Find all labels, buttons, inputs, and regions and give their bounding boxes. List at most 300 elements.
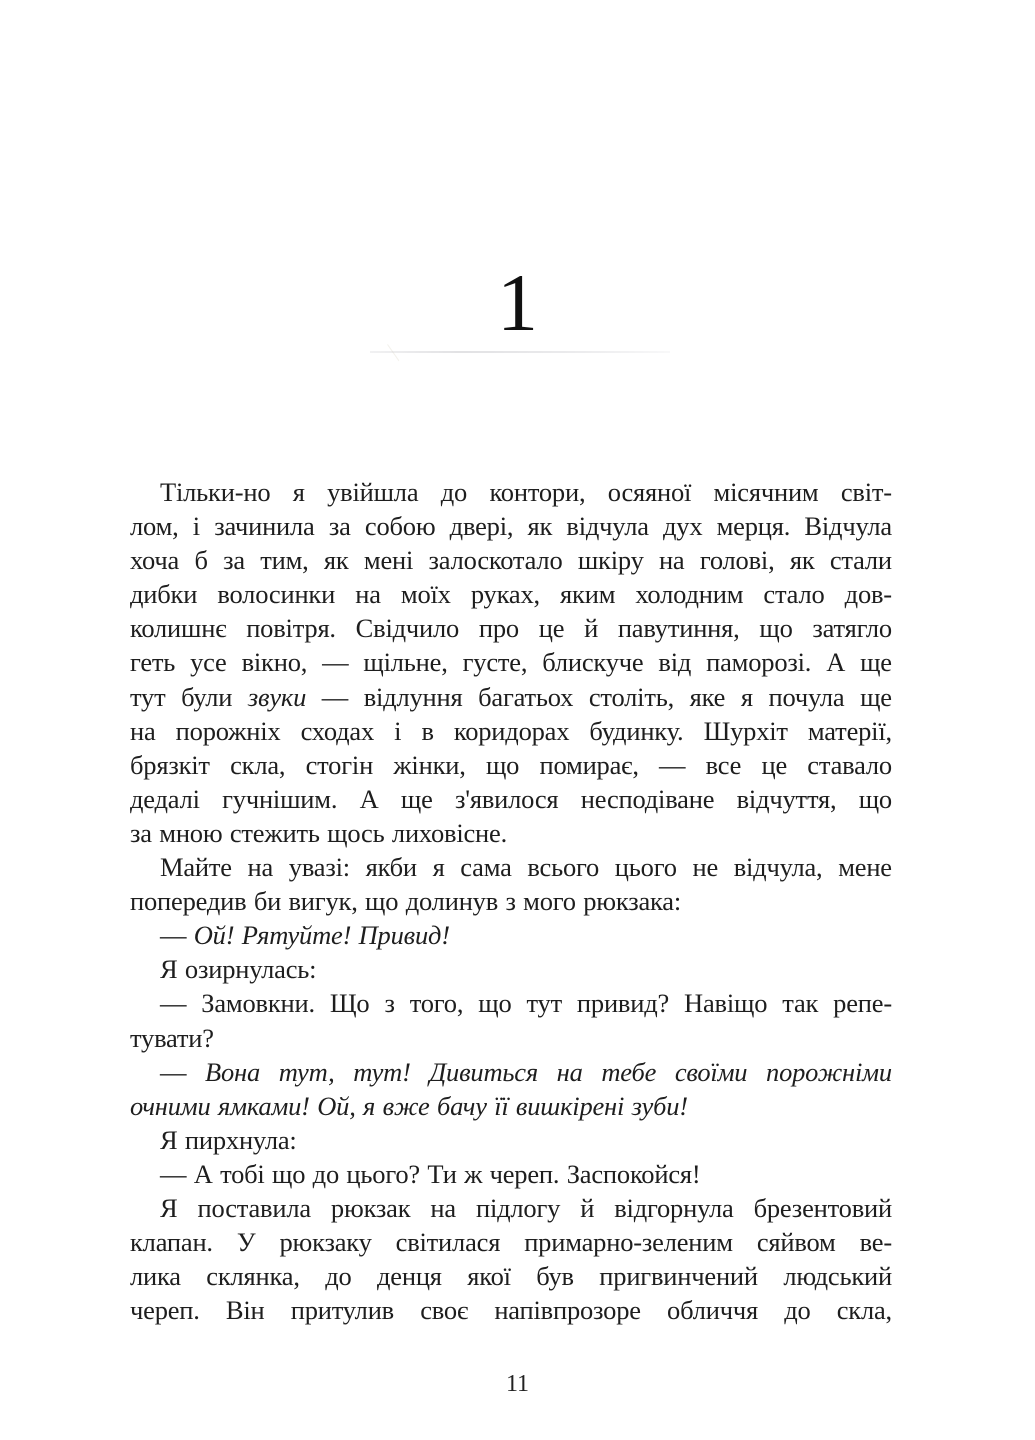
text: ставало: [807, 749, 892, 780]
word: [782, 986, 818, 1020]
text: мене: [838, 852, 892, 883]
word: [433, 850, 445, 884]
text: що: [759, 613, 793, 644]
text: собою: [364, 511, 436, 542]
word: [478, 680, 573, 714]
text: Тільки-но: [160, 477, 271, 507]
word: [528, 509, 553, 543]
text: репе-: [833, 988, 892, 1019]
text: з: [384, 988, 395, 1019]
word: [291, 1293, 394, 1327]
word: [769, 680, 845, 714]
word: [783, 1259, 892, 1293]
word: [130, 611, 226, 645]
text: що: [858, 783, 892, 814]
text-line: [130, 1191, 892, 1225]
word: [427, 1157, 456, 1191]
text: за: [328, 511, 351, 542]
text: я: [292, 477, 305, 507]
text: мого: [523, 886, 576, 917]
text: до: [312, 1158, 340, 1189]
text: як: [789, 545, 815, 576]
word: [130, 714, 156, 748]
word: [160, 850, 232, 884]
text: на: [247, 852, 274, 883]
text: А: [359, 783, 379, 814]
word: [830, 543, 892, 577]
word: [393, 748, 465, 782]
text: що: [272, 1158, 306, 1189]
word: [833, 986, 892, 1020]
word: [784, 1293, 810, 1327]
text: яким: [560, 579, 616, 610]
text-line: [130, 1021, 892, 1055]
text: Замовкни.: [201, 988, 315, 1019]
word: [248, 680, 306, 714]
italic-text: своїми: [674, 1056, 748, 1087]
word: [353, 1055, 410, 1089]
text: на: [130, 715, 156, 746]
word: [160, 1157, 186, 1191]
word: [279, 1225, 371, 1259]
text: дедалі: [130, 783, 200, 814]
word: [160, 1055, 186, 1089]
text: склянка,: [206, 1261, 300, 1292]
word: [364, 680, 463, 714]
text: —: [160, 920, 187, 951]
text: що: [478, 988, 512, 1019]
text: я: [740, 681, 753, 712]
text: стогін: [305, 749, 374, 780]
word: [584, 611, 598, 645]
word: [450, 509, 514, 543]
word: [364, 543, 413, 577]
word: [761, 748, 787, 782]
text: череп.: [489, 1158, 560, 1189]
text: це: [538, 613, 565, 644]
word: [317, 1089, 355, 1123]
word: [254, 884, 281, 918]
word: [360, 782, 379, 816]
word: [384, 986, 394, 1020]
word: [130, 1225, 213, 1259]
text: відчула: [566, 511, 649, 542]
word: [289, 884, 358, 918]
word: [365, 509, 436, 543]
word: [248, 850, 274, 884]
word: [539, 611, 565, 645]
word: [217, 577, 335, 611]
word: [659, 543, 685, 577]
text: долинув: [405, 886, 499, 917]
word: [860, 680, 892, 714]
text: тим,: [260, 545, 309, 576]
text: рюкзака:: [583, 886, 682, 917]
text: що: [365, 886, 399, 917]
text-line: [130, 680, 892, 714]
text: пригвинчений: [599, 1261, 758, 1292]
text: вікно,: [241, 647, 308, 678]
text: тувати?: [130, 1022, 214, 1053]
word: [356, 611, 459, 645]
text: підлогу: [475, 1192, 561, 1223]
word: [608, 475, 691, 509]
text: Навіщо: [684, 988, 768, 1019]
word: [130, 1021, 214, 1055]
text: почула: [768, 681, 845, 712]
word: [130, 543, 179, 577]
word: [355, 577, 381, 611]
text: примарно-зеленим: [524, 1227, 733, 1258]
word: [754, 1191, 892, 1225]
text: жінки,: [393, 749, 466, 780]
word: [578, 543, 644, 577]
word: [441, 475, 467, 509]
word: [757, 1225, 836, 1259]
word: [845, 577, 892, 611]
word: [589, 714, 683, 748]
word: [684, 986, 767, 1020]
word: [325, 1259, 351, 1293]
text: до: [325, 1261, 352, 1292]
text: осяяної: [607, 477, 692, 507]
text: Що: [329, 988, 370, 1019]
word: [567, 1157, 701, 1191]
text: шкіру: [577, 545, 644, 576]
text: світилася: [395, 1227, 501, 1258]
word: [383, 1089, 430, 1123]
word: [583, 884, 681, 918]
word: [322, 645, 348, 679]
text: матерії,: [807, 715, 892, 746]
text: помирає,: [539, 749, 639, 780]
text: і: [394, 715, 402, 746]
text: людський: [783, 1261, 892, 1292]
text: озирнулась:: [184, 954, 317, 985]
word: [429, 543, 563, 577]
word: [539, 748, 638, 782]
word: [130, 884, 246, 918]
text: стало: [763, 579, 825, 610]
text: Відчула: [804, 511, 892, 542]
text: ще: [400, 783, 433, 814]
text-line: [130, 748, 892, 782]
word: [160, 1123, 177, 1157]
word: [566, 509, 648, 543]
word: [580, 1191, 594, 1225]
italic-text: тут!: [353, 1056, 411, 1087]
italic-text: Ой,: [317, 1090, 356, 1121]
word: [476, 1191, 560, 1225]
text: Я: [160, 1192, 178, 1223]
word: [260, 543, 308, 577]
word: [289, 850, 350, 884]
word: [346, 1157, 420, 1191]
italic-text: звуки: [247, 681, 307, 712]
word: [194, 543, 207, 577]
text: клапан.: [130, 1227, 213, 1258]
word: [329, 509, 351, 543]
text: скла,: [230, 749, 286, 780]
text-line: [130, 1123, 892, 1157]
word: [377, 1259, 442, 1293]
text: відлуння: [363, 681, 463, 712]
word: [467, 1259, 511, 1293]
text: відчуття,: [736, 783, 837, 814]
word: [460, 850, 511, 884]
word: [201, 986, 315, 1020]
word: [272, 1157, 305, 1191]
italic-text: Дивиться: [429, 1056, 538, 1087]
text: і: [192, 511, 200, 542]
italic-text: зуби!: [631, 1090, 688, 1121]
word: [667, 1293, 758, 1327]
text: мною: [159, 817, 223, 848]
word: [524, 1225, 733, 1259]
text: рюкзак: [330, 1192, 411, 1223]
word: [293, 475, 305, 509]
text: зачинила: [214, 511, 315, 542]
text-line: [130, 475, 892, 509]
text: денця: [377, 1261, 442, 1292]
text: густе,: [462, 647, 528, 678]
text: моїх: [400, 579, 451, 610]
text: напівпрозоре: [494, 1295, 641, 1326]
word: [396, 1225, 501, 1259]
text: повітря.: [246, 613, 336, 644]
text: лиховісне.: [391, 817, 508, 848]
text: руках,: [470, 579, 540, 610]
text-line: [130, 884, 892, 918]
text: голові,: [699, 545, 775, 576]
word: [704, 714, 788, 748]
word: [700, 543, 775, 577]
text: Я: [160, 1124, 178, 1155]
word: [523, 884, 576, 918]
text: притулив: [290, 1295, 394, 1326]
text: від: [658, 647, 692, 678]
text: пирхнула:: [184, 1124, 297, 1155]
text: —: [659, 749, 686, 780]
word: [322, 680, 348, 714]
word: [331, 1191, 410, 1225]
text-line: [130, 1089, 892, 1123]
text: своє: [420, 1295, 469, 1326]
italic-text: Привид!: [358, 920, 450, 951]
text: ж: [464, 1158, 483, 1189]
text: світ-: [840, 477, 892, 507]
word: [759, 611, 792, 645]
text: відчула,: [733, 852, 823, 883]
text: сама: [460, 852, 512, 883]
text: з: [505, 886, 516, 917]
text: увійшла: [327, 477, 419, 507]
text: щось: [327, 817, 385, 848]
text: й: [584, 613, 599, 644]
text: в: [421, 715, 434, 746]
word: [130, 782, 200, 816]
italic-text: Ой!: [193, 920, 235, 951]
text-line: [130, 1293, 892, 1327]
text: всього: [527, 852, 600, 883]
word: [193, 509, 200, 543]
word: [246, 611, 336, 645]
text: обличчя: [667, 1295, 758, 1326]
text: У: [236, 1227, 256, 1258]
word: [214, 509, 314, 543]
text: сходах: [300, 715, 375, 746]
text: лика: [130, 1261, 181, 1292]
text: увазі:: [288, 852, 350, 883]
word: [807, 748, 892, 782]
word: [741, 680, 753, 714]
word: [420, 1293, 468, 1327]
word: [706, 645, 811, 679]
text: тут: [526, 988, 562, 1019]
word: [706, 748, 742, 782]
word: [812, 611, 892, 645]
italic-text: її: [494, 1090, 509, 1121]
word: [675, 1055, 748, 1089]
word: [860, 1225, 892, 1259]
text: рюкзаку: [279, 1227, 372, 1258]
text: попередив: [130, 886, 247, 917]
text: століть,: [588, 681, 675, 712]
text: колишнє: [130, 613, 227, 644]
word: [130, 816, 152, 850]
word: [454, 714, 569, 748]
text: так: [782, 988, 819, 1019]
word: [717, 509, 791, 543]
italic-text: Рятуйте!: [241, 920, 352, 951]
text: блискуче: [542, 647, 644, 678]
text: —: [160, 1056, 187, 1087]
word: [714, 475, 819, 509]
italic-text: тут,: [278, 1056, 335, 1087]
word: [635, 577, 743, 611]
text: залоскотало: [428, 545, 563, 576]
text: Я: [160, 954, 178, 985]
word: [615, 850, 677, 884]
italic-text: очними: [130, 1090, 211, 1121]
text: на: [658, 545, 685, 576]
text: —: [322, 647, 349, 678]
text: А: [826, 647, 846, 678]
word: [734, 850, 823, 884]
text: привид?: [576, 988, 670, 1019]
text: якби: [365, 852, 417, 883]
text: дух: [663, 511, 703, 542]
text: контори,: [489, 477, 586, 507]
word: [527, 850, 599, 884]
text: вигук,: [288, 886, 358, 917]
text: волосинки: [217, 579, 336, 610]
word: [841, 475, 892, 509]
text: як: [527, 511, 553, 542]
text-line: [130, 611, 892, 645]
text: скла,: [836, 1295, 892, 1326]
word: [159, 816, 222, 850]
word: [577, 986, 669, 1020]
word: [632, 1089, 688, 1123]
text-line: [130, 509, 892, 543]
word: [130, 577, 197, 611]
word: [663, 509, 702, 543]
text: Шурхіт: [703, 715, 788, 746]
word: [737, 782, 837, 816]
word: [176, 714, 281, 748]
word: [826, 645, 845, 679]
text-line: [130, 918, 892, 952]
word: [130, 1259, 181, 1293]
text-line: [130, 782, 892, 816]
text: цього: [614, 852, 677, 883]
text: за: [223, 545, 245, 576]
word: [589, 680, 674, 714]
word: [242, 918, 351, 952]
text: місячним: [713, 477, 819, 507]
word: [489, 475, 585, 509]
text: б: [194, 545, 208, 576]
text: брязкіт: [130, 749, 210, 780]
text: не: [692, 852, 719, 883]
text: ве-: [859, 1227, 892, 1258]
word: [330, 986, 370, 1020]
text: тут: [130, 681, 166, 712]
word: [581, 782, 715, 816]
word: [478, 986, 511, 1020]
text: багатьох: [478, 681, 574, 712]
text: будинку.: [589, 715, 684, 746]
word: [130, 509, 179, 543]
italic-text: порожніми: [766, 1056, 892, 1087]
word: [392, 816, 507, 850]
text: порожніх: [175, 715, 281, 746]
word: [692, 850, 718, 884]
word: [763, 577, 824, 611]
text: сяйвом: [756, 1227, 836, 1258]
text-line: [130, 1055, 892, 1089]
text: на: [430, 1192, 456, 1223]
word: [410, 986, 464, 1020]
text-line: [130, 1259, 892, 1293]
word: [160, 475, 270, 509]
text: це: [761, 749, 788, 780]
text: про: [478, 613, 519, 644]
text: —: [321, 681, 349, 712]
word: [160, 918, 186, 952]
word: [599, 1259, 758, 1293]
word: [363, 1089, 375, 1123]
word: [766, 1055, 892, 1089]
text: Свідчило: [355, 613, 460, 644]
italic-text: ямками!: [217, 1090, 310, 1121]
text-line: [130, 543, 892, 577]
text: павутиння,: [617, 613, 740, 644]
text: усе: [190, 647, 227, 678]
word: [226, 1293, 265, 1327]
word: [327, 475, 418, 509]
word: [190, 645, 227, 679]
word: [437, 1089, 487, 1123]
text: були: [181, 681, 233, 712]
word: [804, 509, 892, 543]
text-line: [130, 952, 892, 986]
text: що: [485, 749, 520, 780]
word: [220, 1157, 265, 1191]
word: [324, 543, 349, 577]
text: як: [323, 545, 349, 576]
